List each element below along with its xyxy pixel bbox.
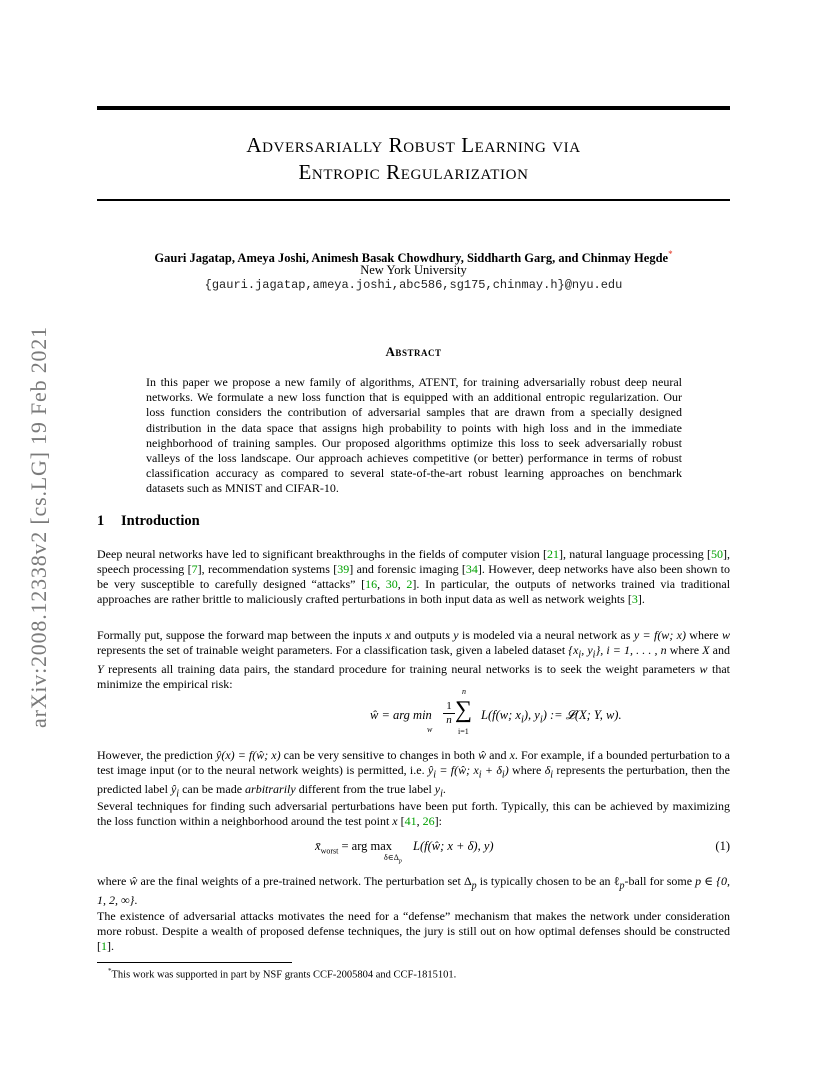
author-emails: {gauri.jagatap,ameya.joshi,abc586,sg175,chinmay.h}@nyu.edu [204,278,623,292]
arxiv-stamp[interactable] [14,290,58,730]
title-line-1: Adversarially Robust Learning via [246,133,581,157]
footnote [108,965,456,982]
section-title: Introduction [121,513,200,529]
intro-paragraph-6: The existence of adversarial attacks motivates the need for a “defense” mechanism that makes the network under consideration more robust. Despite a wealth of proposed defense techniques, the jury is still out on how optimal defenses should be constructed [1]. [97,909,730,953]
citation-link[interactable]: 1 [101,939,107,953]
abstract-heading: Abstract [385,344,442,359]
paper-title [97,132,730,186]
author-names: Gauri Jagatap, Ameya Joshi, Animesh Basak Chowdhury, Siddharth Garg, and Chinmay Hegde [154,251,669,266]
intro-paragraph-5: where ŵ are the final weights of a pre-trained network. The perturbation set $\Delta_p$ is typically chosen to be an ℓ$_p$-ball for some p ∈ {0, 1, 2, ∞}. [97,874,731,908]
citation-link[interactable]: 26 [422,814,435,828]
citation-link[interactable]: 2 [406,577,413,591]
equation-1-worst-case: $x̄_{worst}$ = arg max $\delta\in\Delta_p$ L(f(ŵ; x + δ), y) (1) [315,839,730,865]
citation-link[interactable]: 41 [404,814,417,828]
footnote-text: This work was supported in part by NSF grants CCF-2005804 and CCF-1815101. [111,969,457,981]
intro-paragraph-2: Formally put, suppose the forward map between the inputs x and outputs y is modeled via a neural network as y = f(w; x) where w represents the set of trainable weight parameters. For a classification task, given a labeled dataset {$x_i$, $y_i$}, i = 1, . . . , n where X and Y represents all training data pairs, the standard procedure for training neural networks is to seek the weight parameters w that minimize the empirical risk: [97,628,730,692]
title-bottom-rule [97,199,730,201]
citation-link[interactable]: 21 [547,547,560,561]
intro-paragraph-3: However, the prediction ŷ(x) = f(ŵ; x) can be very sensitive to changes in both ŵ and x. For example, if a bounded perturbation to a test image input (or to the neural network weights) is permitted, i.e. $ŷ_i$ = f(ŵ; $x_i + \delta_i$) where $\delta_i$ represents the perturbation, then the predicted label $ŷ_i$ can be made arbitrarily different from the true label $y_i$. [97,748,731,800]
citation-link[interactable]: 16 [365,577,378,591]
citation-link[interactable]: 3 [631,592,638,606]
citation-link[interactable]: 34 [465,562,478,576]
abstract-text: In this paper we propose a new family of algorithms, ATENT, for training adversarially robust deep neural networks. We formulate a new loss function that is equipped with an additional entropic regularization. Our loss function considers the contribution of adversarial samples that are drawn from a specially designed distribution in the data space that assigns high probability to points with high loss and in the immediate neighborhood of training samples. Our proposed algorithms optimize this loss to seek adversarially robust valleys of the loss landscape. Our approach achieves competitive (or better) performance in terms of robust classification accuracy as compared to several state-of-the-art robust learning approaches on benchmark datasets such as MNIST and CIFAR-10. [146,375,682,496]
section-heading-introduction [97,513,200,530]
intro-paragraph-4: Several techniques for finding such adversarial perturbations have been put forth. Typically, this can be achieved by maximizing the loss function within a neighborhood around the test point x [41, 26]: [97,799,730,828]
footnote-mark: * [108,967,112,975]
title-top-rule [97,106,730,110]
title-line-2: Entropic Regularization [298,160,529,184]
citation-link[interactable]: 39 [337,562,350,576]
equation-empirical-risk: ŵ = arg min w $\frac{1}{n}$ n ∑ i=1 L(f(w; $x_i$), $y_i$) := 𝓛(X; Y, w). [370,687,622,736]
author-footnote-mark[interactable]: * [668,249,673,259]
citation-link[interactable]: 7 [191,562,198,576]
section-number: 1 [97,513,105,529]
citation-link[interactable]: 30 [385,577,398,591]
footnote-rule [97,962,292,963]
intro-paragraph-1: Deep neural networks have led to significant breakthroughs in the fields of computer vision [21], natural language processing [50], speech processing [7], recommendation systems [39] and forensic imaging [34]. However, deep networks have also been shown to be very susceptible to carefully designed “attacks” [16, 30, 2]. In particular, the outputs of networks trained via traditional approaches are rather brittle to maliciously crafted perturbations in both input data as well as network weights [3]. [97,547,731,606]
arxiv-stamp-text: arXiv:2008.12338v2 [cs.LG] 19 Feb 2021 [26,326,51,728]
equation-number: (1) [715,839,730,853]
citation-link[interactable]: 50 [711,547,723,561]
affiliation: New York University [360,263,467,277]
